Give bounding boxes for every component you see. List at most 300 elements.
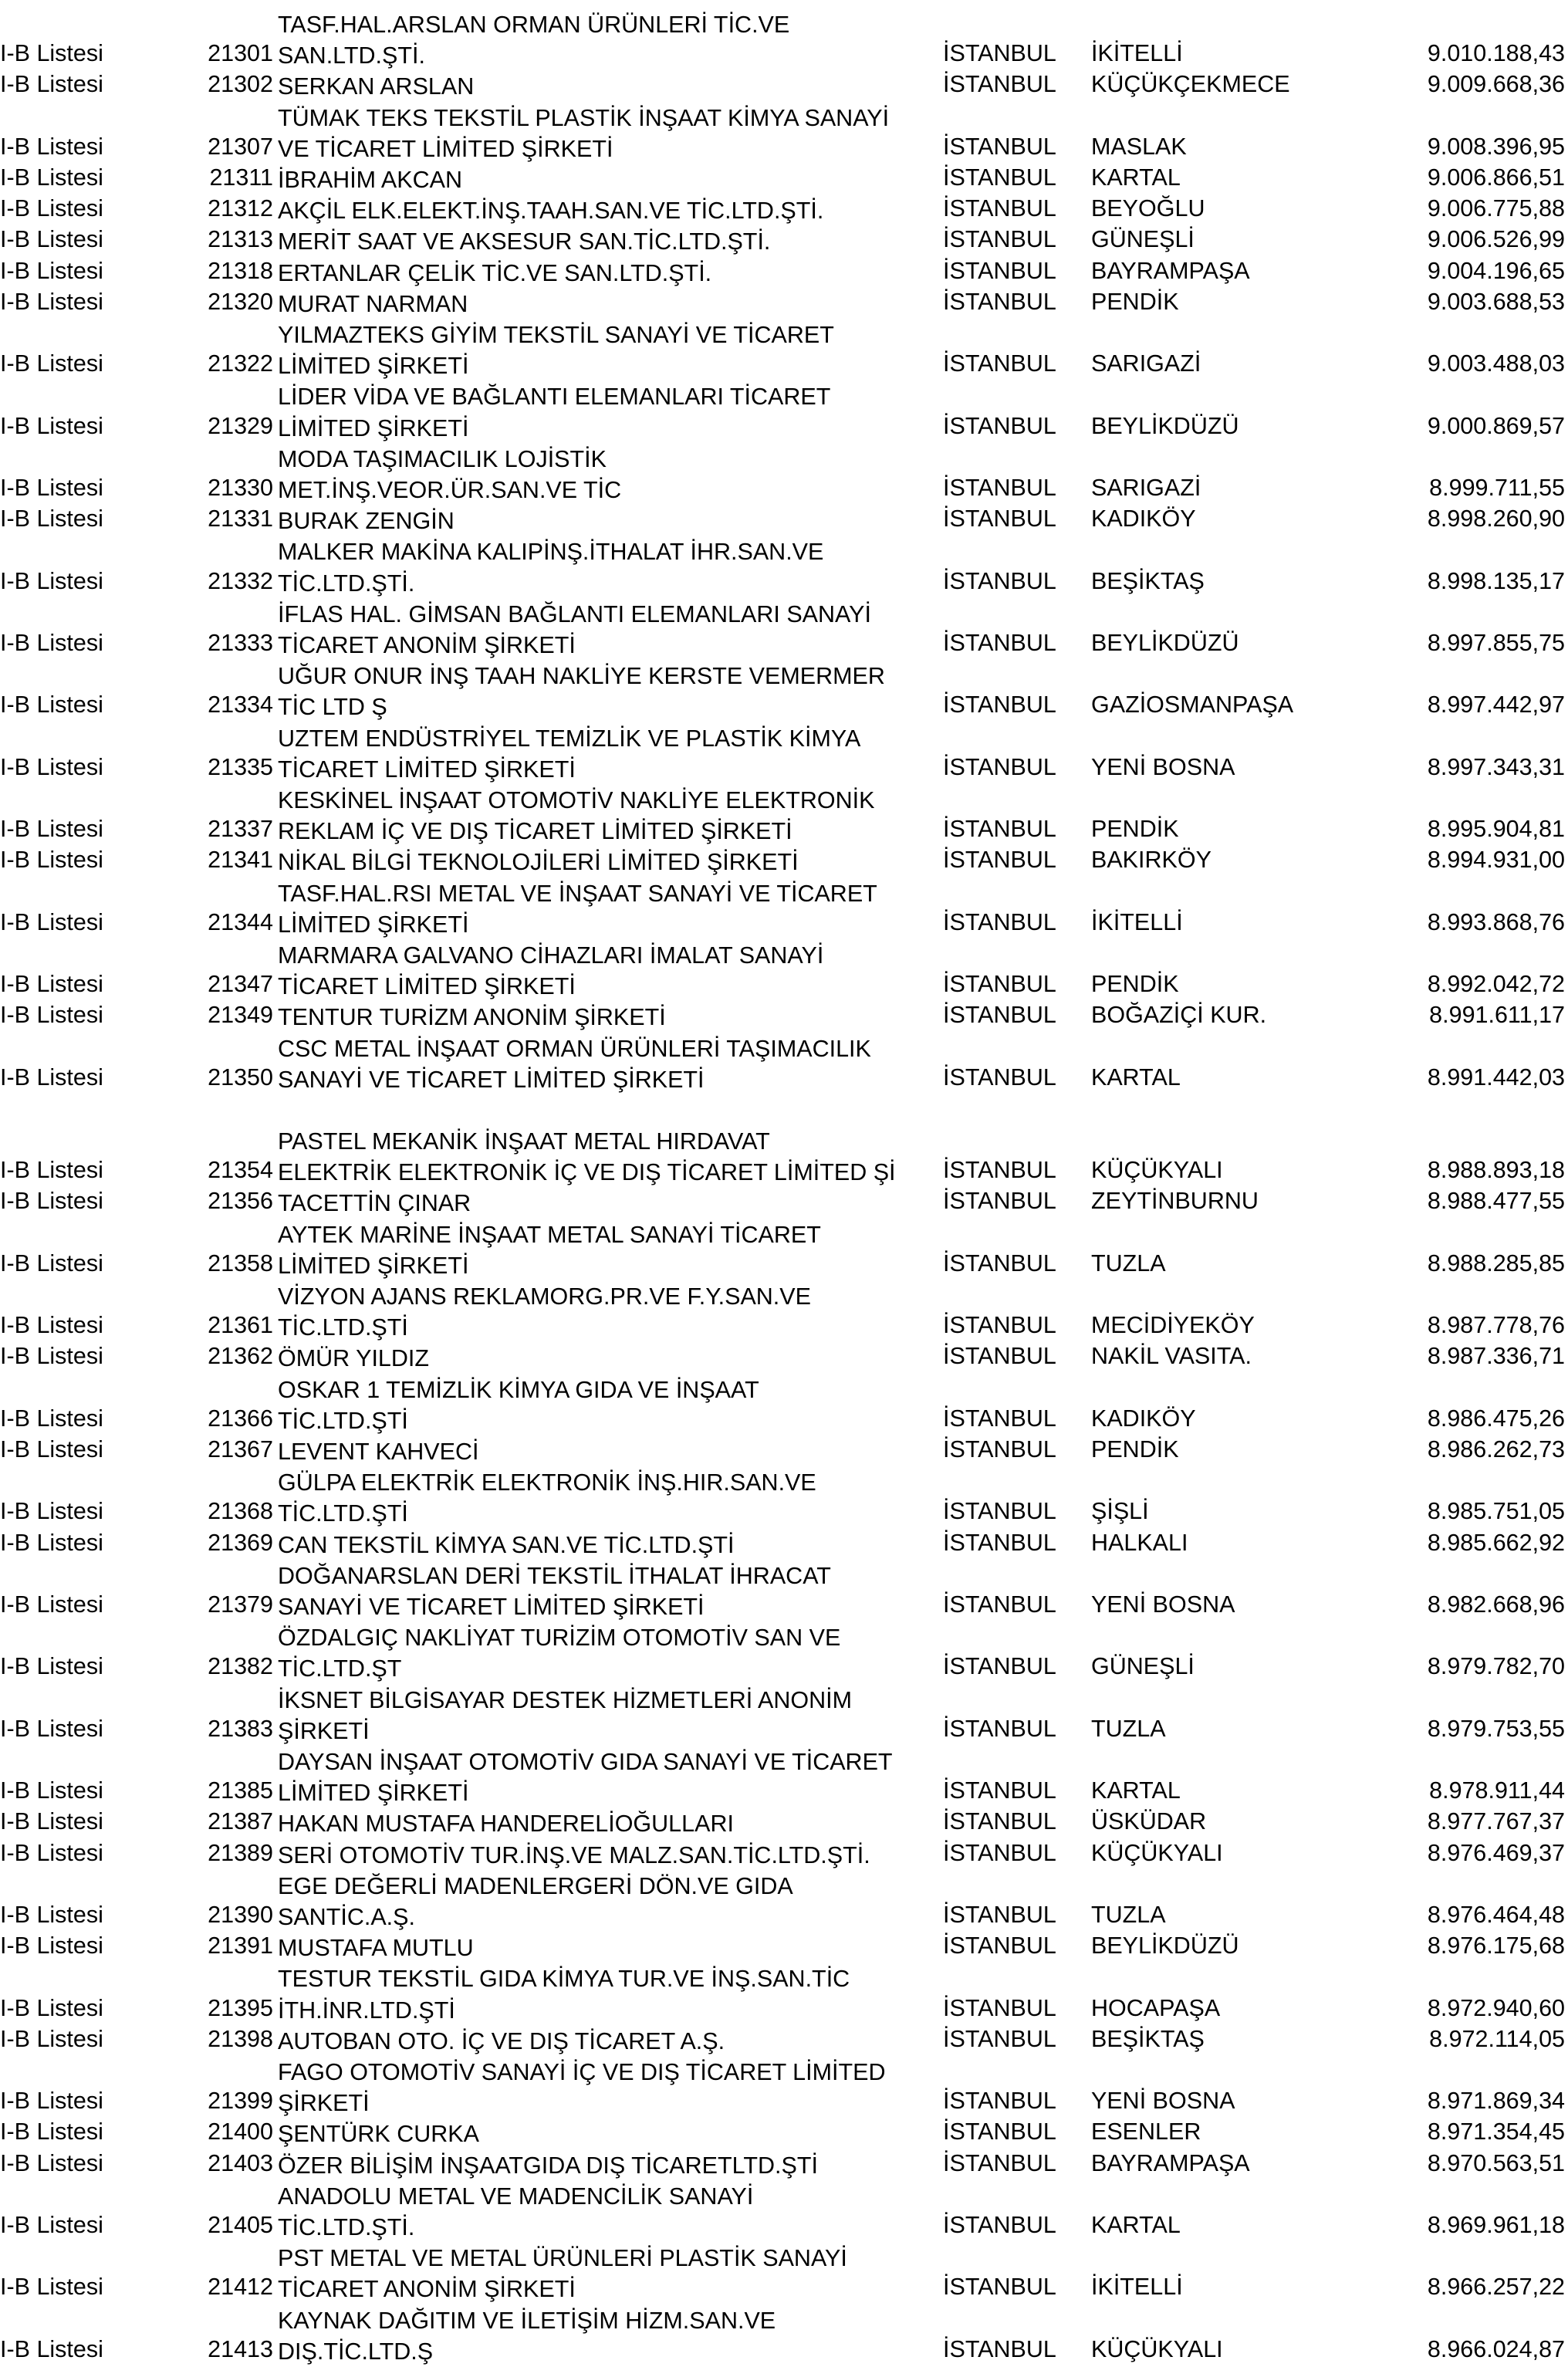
record-number-cell: 21331 — [208, 506, 273, 533]
city-cell: İSTANBUL — [943, 257, 1056, 284]
city-cell: İSTANBUL — [943, 1188, 1056, 1215]
company-name-line: TİCARET ANONİM ŞİRKETİ — [278, 2276, 576, 2303]
table-row — [0, 1685, 1568, 1747]
company-name-line: ÖMÜR YILDIZ — [278, 1345, 430, 1372]
company-name-line: ÖZDALGIÇ NAKLİYAT TURİZİM OTOMOTİV SAN VE — [278, 1625, 841, 1652]
district-cell: BOĞAZİÇİ KUR. — [1091, 1002, 1267, 1029]
amount-cell: 8.993.868,76 — [1427, 908, 1565, 935]
district-cell: TUZLA — [1091, 1715, 1166, 1742]
company-name-line: İFLAS HAL. GİMSAN BAĞLANTI ELEMANLARI SANAYİ — [278, 600, 871, 627]
company-name-cell — [278, 1033, 871, 1095]
table-row — [0, 1747, 1568, 1808]
amount-cell: 8.972.114,05 — [1429, 2025, 1565, 2052]
city-cell: İSTANBUL — [943, 2118, 1056, 2146]
company-name-line: VE TİCARET LİMİTED ŞİRKETİ — [278, 135, 613, 162]
company-name-line: MALKER MAKİNA KALIPİNŞ.İTHALAT İHR.SAN.VE — [278, 539, 824, 566]
district-cell: BEYLİKDÜZÜ — [1091, 1932, 1239, 1960]
amount-cell: 9.006.866,51 — [1427, 164, 1565, 191]
district-cell: ESENLER — [1091, 2118, 1201, 2146]
amount-cell: 8.987.336,71 — [1427, 1343, 1565, 1370]
company-name-line: TİCARET LİMİTED ŞİRKETİ — [278, 756, 576, 783]
company-name-line: DAYSAN İNŞAAT OTOMOTİV GIDA SANAYİ VE TİCARET — [278, 1749, 893, 1775]
amount-cell: 8.979.753,55 — [1427, 1715, 1565, 1742]
record-number-cell: 21389 — [208, 1839, 273, 1866]
city-cell: İSTANBUL — [943, 2274, 1056, 2301]
company-name-line: HAKAN MUSTAFA HANDERELİOĞULLARI — [278, 1811, 734, 1838]
city-cell: İSTANBUL — [943, 1715, 1056, 1742]
district-cell: GÜNEŞLİ — [1091, 1653, 1195, 1680]
city-cell: İSTANBUL — [943, 133, 1056, 160]
company-name-line: NİKAL BİLGİ TEKNOLOJİLERİ LİMİTED ŞİRKETİ — [278, 849, 799, 876]
company-name-cell — [278, 226, 770, 257]
district-cell: KÜÇÜKYALI — [1091, 1157, 1223, 1184]
record-number-cell: 21350 — [208, 1063, 273, 1091]
company-name-cell — [278, 785, 874, 847]
list-type-cell: I-B Listesi — [0, 350, 103, 377]
company-name-line: TÜMAK TEKS TEKSTİL PLASTİK İNŞAAT KİMYA SANAYİ — [278, 104, 890, 131]
table-row — [0, 1622, 1568, 1684]
record-number-cell: 21413 — [208, 2335, 273, 2362]
amount-cell: 8.978.911,44 — [1429, 1777, 1565, 1804]
city-cell: İSTANBUL — [943, 1405, 1056, 1432]
list-type-cell: I-B Listesi — [0, 506, 103, 533]
amount-cell: 8.988.477,55 — [1427, 1188, 1565, 1215]
district-cell: BEŞİKTAŞ — [1091, 2025, 1205, 2052]
table-row — [0, 1932, 1568, 1963]
list-type-cell: I-B Listesi — [0, 1777, 103, 1804]
company-name-cell — [278, 1002, 666, 1033]
amount-cell: 9.006.526,99 — [1427, 226, 1565, 253]
table-row — [0, 599, 1568, 661]
city-cell: İSTANBUL — [943, 1994, 1056, 2021]
table-row — [0, 2181, 1568, 2243]
company-name-line: TİC LTD Ş — [278, 694, 387, 721]
table-row — [0, 2026, 1568, 2057]
company-name-cell — [278, 164, 462, 195]
list-type-cell: I-B Listesi — [0, 71, 103, 98]
table-row — [0, 289, 1568, 320]
table-row — [0, 940, 1568, 1002]
amount-cell: 8.985.662,92 — [1427, 1529, 1565, 1556]
company-name-line: KAYNAK DAĞITIM VE İLETİŞİM HİZM.SAN.VE — [278, 2307, 776, 2334]
city-cell: İSTANBUL — [943, 1063, 1056, 1091]
company-name-line: ŞİRKETİ — [278, 1717, 370, 1744]
list-type-cell: I-B Listesi — [0, 288, 103, 315]
list-type-cell: I-B Listesi — [0, 1436, 103, 1462]
district-cell: KADIKÖY — [1091, 1405, 1196, 1432]
city-cell: İSTANBUL — [943, 908, 1056, 935]
list-type-cell: I-B Listesi — [0, 1002, 103, 1029]
company-name-line: KESKİNEL İNŞAAT OTOMOTİV NAKLİYE ELEKTRONİK — [278, 787, 875, 813]
record-number-cell: 21412 — [208, 2274, 273, 2301]
record-number-cell: 21361 — [208, 1312, 273, 1339]
district-cell: BAYRAMPAŞA — [1091, 257, 1250, 284]
amount-cell: 8.966.257,22 — [1427, 2274, 1565, 2301]
company-name-cell — [278, 1343, 429, 1374]
company-name-cell — [278, 444, 621, 506]
company-name-line: AYTEK MARİNE İNŞAAT METAL SANAYİ TİCARET — [278, 1221, 821, 1248]
table-row — [0, 785, 1568, 847]
list-type-cell: I-B Listesi — [0, 257, 103, 284]
city-cell: İSTANBUL — [943, 474, 1056, 501]
district-cell: PENDİK — [1091, 1436, 1179, 1462]
company-name-line: MARMARA GALVANO CİHAZLARI İMALAT SANAYİ — [278, 942, 824, 969]
record-number-cell: 21398 — [208, 2025, 273, 2052]
city-cell: İSTANBUL — [943, 288, 1056, 315]
list-type-cell: I-B Listesi — [0, 1932, 103, 1960]
amount-cell: 8.969.961,18 — [1427, 2211, 1565, 2238]
table-row — [0, 1436, 1568, 1467]
company-name-line: LİDER VİDA VE BAĞLANTI ELEMANLARI TİCARET — [278, 384, 831, 411]
city-cell: İSTANBUL — [943, 971, 1056, 998]
list-type-cell: I-B Listesi — [0, 1405, 103, 1432]
district-cell: ÜSKÜDAR — [1091, 1808, 1207, 1835]
record-number-cell: 21382 — [208, 1653, 273, 1680]
table-row — [0, 1281, 1568, 1343]
amount-cell: 8.991.611,17 — [1429, 1002, 1565, 1029]
table-row — [0, 2150, 1568, 2181]
company-name-line: TİC.LTD.ŞTİ — [278, 1500, 408, 1527]
record-number-cell: 21335 — [208, 753, 273, 780]
company-name-line: SERİ OTOMOTİV TUR.İNŞ.VE MALZ.SAN.TİC.LTD.ŞTİ. — [278, 1841, 870, 1868]
company-name-line: LİMİTED ŞİRKETİ — [278, 1780, 469, 1807]
record-number-cell: 21354 — [208, 1157, 273, 1184]
amount-cell: 8.986.475,26 — [1427, 1405, 1565, 1432]
company-name-line: AKÇİL ELK.ELEKT.İNŞ.TAAH.SAN.VE TİC.LTD.ŞTİ. — [278, 198, 824, 225]
company-name-line: ŞENTÜRK CURKA — [278, 2121, 479, 2148]
list-type-cell: I-B Listesi — [0, 2025, 103, 2052]
record-number-cell: 21318 — [208, 257, 273, 284]
record-number-cell: 21337 — [208, 816, 273, 843]
company-name-line: TACETTİN ÇINAR — [278, 1190, 471, 1217]
company-name-line: LİMİTED ŞİRKETİ — [278, 353, 469, 380]
list-type-cell: I-B Listesi — [0, 2149, 103, 2176]
city-cell: İSTANBUL — [943, 1157, 1056, 1184]
city-cell: İSTANBUL — [943, 1312, 1056, 1339]
company-name-cell — [278, 195, 823, 226]
company-name-line: PASTEL MEKANİK İNŞAAT METAL HIRDAVAT — [278, 1128, 770, 1155]
table-row — [0, 1033, 1568, 1095]
district-cell: TUZLA — [1091, 1901, 1166, 1928]
city-cell: İSTANBUL — [943, 629, 1056, 656]
district-cell: BEYLİKDÜZÜ — [1091, 629, 1239, 656]
record-number-cell: 21369 — [208, 1529, 273, 1556]
list-type-cell: I-B Listesi — [0, 1529, 103, 1556]
district-cell: MECİDİYEKÖY — [1091, 1312, 1255, 1339]
company-name-cell — [278, 103, 889, 164]
district-cell: BEYLİKDÜZÜ — [1091, 412, 1239, 439]
record-number-cell: 21383 — [208, 1715, 273, 1742]
company-name-line: DOĞANARSLAN DERİ TEKSTİL İTHALAT İHRACAT — [278, 1562, 831, 1589]
company-name-cell — [278, 1219, 821, 1281]
city-cell: İSTANBUL — [943, 1901, 1056, 1928]
record-number-cell: 21391 — [208, 1932, 273, 1960]
company-name-line: TENTUR TURİZM ANONİM ŞİRKETİ — [278, 1004, 666, 1031]
amount-cell: 9.009.668,36 — [1427, 71, 1565, 98]
amount-cell: 8.991.442,03 — [1427, 1063, 1565, 1091]
table-row — [0, 1963, 1568, 2025]
company-name-line: TİC.LTD.ŞTİ — [278, 1314, 408, 1341]
table-row — [0, 1343, 1568, 1374]
company-name-cell — [278, 2057, 886, 2118]
amount-cell: 8.988.285,85 — [1427, 1249, 1565, 1276]
list-type-cell: I-B Listesi — [0, 164, 103, 191]
table-row — [0, 723, 1568, 785]
company-name-line: SANAYİ VE TİCARET LİMİTED ŞİRKETİ — [278, 1594, 705, 1620]
city-cell: İSTANBUL — [943, 1249, 1056, 1276]
company-name-line: SERKAN ARSLAN — [278, 73, 475, 100]
city-cell: İSTANBUL — [943, 1343, 1056, 1370]
company-name-line: TASF.HAL.ARSLAN ORMAN ÜRÜNLERİ TİC.VE — [278, 12, 790, 38]
amount-cell: 9.008.396,95 — [1427, 133, 1565, 160]
company-name-cell — [278, 1622, 840, 1684]
company-name-cell — [278, 2243, 847, 2304]
company-name-cell — [278, 847, 799, 877]
district-cell: NAKİL VASITA. — [1091, 1343, 1252, 1370]
district-cell: KÜÇÜKYALI — [1091, 2335, 1223, 2362]
list-type-cell: I-B Listesi — [0, 412, 103, 439]
amount-cell: 8.970.563,51 — [1427, 2149, 1565, 2176]
amount-cell: 8.979.782,70 — [1427, 1653, 1565, 1680]
amount-cell: 8.976.175,68 — [1427, 1932, 1565, 1960]
record-number-cell: 21333 — [208, 629, 273, 656]
district-cell: BEŞİKTAŞ — [1091, 567, 1205, 594]
table-row — [0, 381, 1568, 443]
city-cell: İSTANBUL — [943, 816, 1056, 843]
table-row — [0, 1561, 1568, 1622]
record-number-cell: 21403 — [208, 2149, 273, 2176]
table-row — [0, 2057, 1568, 2118]
company-name-cell — [278, 2181, 753, 2243]
record-number-cell: 21344 — [208, 908, 273, 935]
company-name-cell — [278, 878, 877, 940]
company-name-cell — [278, 1932, 474, 1963]
company-name-cell — [278, 1963, 850, 2025]
company-name-line: TİC.LTD.ŞT — [278, 1655, 402, 1682]
company-name-line: LİMİTED ŞİRKETİ — [278, 1252, 469, 1279]
district-cell: İKİTELLİ — [1091, 40, 1183, 67]
list-type-cell: I-B Listesi — [0, 195, 103, 222]
district-cell: YENİ BOSNA — [1091, 2088, 1235, 2115]
company-name-line: MUSTAFA MUTLU — [278, 1935, 474, 1962]
company-name-line: OSKAR 1 TEMİZLİK KİMYA GIDA VE İNŞAAT — [278, 1376, 759, 1403]
company-name-cell — [278, 1747, 893, 1808]
city-cell: İSTANBUL — [943, 2211, 1056, 2238]
list-type-cell: I-B Listesi — [0, 1808, 103, 1835]
list-type-cell: I-B Listesi — [0, 1188, 103, 1215]
company-name-line: TASF.HAL.RSI METAL VE İNŞAAT SANAYİ VE TİCARET — [278, 880, 877, 907]
city-cell: İSTANBUL — [943, 1777, 1056, 1804]
table-row — [0, 878, 1568, 940]
amount-cell: 8.977.767,37 — [1427, 1808, 1565, 1835]
company-name-cell — [278, 258, 711, 289]
record-number-cell: 21405 — [208, 2211, 273, 2238]
city-cell: İSTANBUL — [943, 1002, 1056, 1029]
table-row — [0, 1840, 1568, 1871]
company-name-line: YILMAZTEKS GİYİM TEKSTİL SANAYİ VE TİCARET — [278, 322, 834, 348]
table-row — [0, 536, 1568, 598]
city-cell: İSTANBUL — [943, 164, 1056, 191]
amount-cell: 8.971.869,34 — [1427, 2088, 1565, 2115]
city-cell: İSTANBUL — [943, 1529, 1056, 1556]
city-cell: İSTANBUL — [943, 2025, 1056, 2052]
list-type-cell: I-B Listesi — [0, 971, 103, 998]
company-name-cell — [278, 1871, 793, 1932]
company-name-line: MERİT SAAT VE AKSESUR SAN.TİC.LTD.ŞTİ. — [278, 228, 771, 255]
district-cell: BEYOĞLU — [1091, 195, 1205, 222]
city-cell: İSTANBUL — [943, 2335, 1056, 2362]
company-name-cell — [278, 2026, 725, 2057]
company-name-line: ANADOLU METAL VE MADENCİLİK SANAYİ — [278, 2183, 754, 2210]
company-name-cell — [278, 661, 885, 722]
record-number-cell: 21366 — [208, 1405, 273, 1432]
city-cell: İSTANBUL — [943, 2088, 1056, 2115]
record-number-cell: 21332 — [208, 567, 273, 594]
amount-cell: 8.976.464,48 — [1427, 1901, 1565, 1928]
company-name-cell — [278, 1436, 478, 1467]
company-name-line: MET.İNŞ.VEOR.ÜR.SAN.VE TİC — [278, 477, 622, 503]
company-name-cell — [278, 320, 834, 381]
amount-cell: 8.988.893,18 — [1427, 1157, 1565, 1184]
company-name-line: REKLAM İÇ VE DIŞ TİCARET LİMİTED ŞİRKETİ — [278, 818, 792, 845]
table-row — [0, 1467, 1568, 1529]
table-row — [0, 1219, 1568, 1281]
district-cell: ZEYTİNBURNU — [1091, 1188, 1259, 1215]
company-name-cell — [278, 71, 474, 102]
record-number-cell: 21368 — [208, 1498, 273, 1525]
district-cell: KADIKÖY — [1091, 506, 1196, 533]
record-number-cell: 21311 — [209, 164, 273, 191]
company-name-line: CAN TEKSTİL KİMYA SAN.VE TİC.LTD.ŞTİ — [278, 1531, 735, 1558]
district-cell: KARTAL — [1091, 1063, 1181, 1091]
company-name-cell — [278, 1808, 734, 1839]
city-cell: İSTANBUL — [943, 71, 1056, 98]
amount-cell: 8.986.262,73 — [1427, 1436, 1565, 1462]
record-number-cell: 21385 — [208, 1777, 273, 1804]
record-number-cell: 21302 — [208, 71, 273, 98]
record-number-cell: 21362 — [208, 1343, 273, 1370]
table-row — [0, 1871, 1568, 1932]
list-type-cell: I-B Listesi — [0, 1063, 103, 1091]
district-cell: PENDİK — [1091, 971, 1179, 998]
company-name-line: BURAK ZENGİN — [278, 508, 455, 535]
list-type-cell: I-B Listesi — [0, 1994, 103, 2021]
district-cell: İKİTELLİ — [1091, 2274, 1183, 2301]
district-cell: PENDİK — [1091, 288, 1179, 315]
amount-cell: 8.987.778,76 — [1427, 1312, 1565, 1339]
table-row — [0, 2305, 1568, 2367]
company-name-line: ŞİRKETİ — [278, 2090, 370, 2117]
amount-cell: 9.003.488,03 — [1427, 350, 1565, 377]
record-number-cell: 21387 — [208, 1808, 273, 1835]
record-number-cell: 21320 — [208, 288, 273, 315]
table-row — [0, 1188, 1568, 1219]
district-cell: KARTAL — [1091, 2211, 1181, 2238]
city-cell: İSTANBUL — [943, 1839, 1056, 1866]
list-type-cell: I-B Listesi — [0, 816, 103, 843]
company-name-line: UĞUR ONUR İNŞ TAAH NAKLİYE KERSTE VEMERMER — [278, 663, 885, 690]
table-row — [0, 320, 1568, 381]
district-cell: HALKALI — [1091, 1529, 1188, 1556]
district-cell: GAZİOSMANPAŞA — [1091, 692, 1294, 719]
company-name-cell — [278, 1126, 896, 1188]
table-row — [0, 1126, 1568, 1188]
table-row — [0, 661, 1568, 722]
city-cell: İSTANBUL — [943, 1591, 1056, 1618]
company-name-cell — [278, 1375, 759, 1436]
table-row — [0, 1808, 1568, 1839]
list-type-cell: I-B Listesi — [0, 753, 103, 780]
district-cell: KARTAL — [1091, 1777, 1181, 1804]
amount-cell: 8.972.940,60 — [1427, 1994, 1565, 2021]
table-row — [0, 444, 1568, 506]
city-cell: İSTANBUL — [943, 412, 1056, 439]
company-name-cell — [278, 381, 830, 443]
amount-cell: 8.997.442,97 — [1427, 692, 1565, 719]
district-cell: MASLAK — [1091, 133, 1187, 160]
city-cell: İSTANBUL — [943, 40, 1056, 67]
company-name-cell — [278, 599, 871, 661]
company-name-line: TESTUR TEKSTİL GIDA KİMYA TUR.VE İNŞ.SAN.TİC — [278, 1966, 850, 1993]
company-name-cell — [278, 1840, 870, 1871]
amount-cell: 8.998.135,17 — [1427, 567, 1565, 594]
list-type-cell: I-B Listesi — [0, 629, 103, 656]
city-cell: İSTANBUL — [943, 506, 1056, 533]
list-type-cell: I-B Listesi — [0, 40, 103, 67]
company-name-line: İKSNET BİLGİSAYAR DESTEK HİZMETLERİ ANONİM — [278, 1686, 853, 1713]
company-name-cell — [278, 2305, 776, 2367]
company-name-line: EGE DEĞERLİ MADENLERGERİ DÖN.VE GIDA — [278, 1872, 793, 1899]
amount-cell: 8.985.751,05 — [1427, 1498, 1565, 1525]
company-name-line: VİZYON AJANS REKLAMORG.PR.VE F.Y.SAN.VE — [278, 1283, 811, 1310]
city-cell: İSTANBUL — [943, 1436, 1056, 1462]
amount-cell: 9.006.775,88 — [1427, 195, 1565, 222]
city-cell: İSTANBUL — [943, 350, 1056, 377]
table-row — [0, 9, 1568, 71]
table-row — [0, 258, 1568, 289]
list-type-cell: I-B Listesi — [0, 2274, 103, 2301]
company-name-line: ÖZER BİLİŞİM İNŞAATGIDA DIŞ TİCARETLTD.ŞTİ — [278, 2152, 818, 2179]
amount-cell: 9.003.688,53 — [1427, 288, 1565, 315]
company-name-line: LİMİTED ŞİRKETİ — [278, 414, 469, 441]
list-type-cell: I-B Listesi — [0, 908, 103, 935]
city-cell: İSTANBUL — [943, 1808, 1056, 1835]
list-type-cell: I-B Listesi — [0, 2211, 103, 2238]
record-number-cell: 21395 — [208, 1994, 273, 2021]
amount-cell: 8.997.343,31 — [1427, 753, 1565, 780]
district-cell: İKİTELLİ — [1091, 908, 1183, 935]
record-number-cell: 21356 — [208, 1188, 273, 1215]
amount-cell: 8.971.354,45 — [1427, 2118, 1565, 2146]
list-type-cell: I-B Listesi — [0, 1715, 103, 1742]
city-cell: İSTANBUL — [943, 226, 1056, 253]
table-row — [0, 1375, 1568, 1436]
district-cell: BAKIRKÖY — [1091, 847, 1211, 874]
list-type-cell: I-B Listesi — [0, 2335, 103, 2362]
amount-cell: 8.966.024,87 — [1427, 2335, 1565, 2362]
company-name-line: ERTANLAR ÇELİK TİC.VE SAN.LTD.ŞTİ. — [278, 259, 712, 286]
district-cell: TUZLA — [1091, 1249, 1166, 1276]
list-type-cell: I-B Listesi — [0, 474, 103, 501]
city-cell: İSTANBUL — [943, 847, 1056, 874]
district-cell: GÜNEŞLİ — [1091, 226, 1195, 253]
amount-cell: 8.999.711,55 — [1429, 474, 1565, 501]
table-row — [0, 71, 1568, 102]
company-name-line: DIŞ.TİC.LTD.Ş — [278, 2338, 434, 2365]
record-number-cell: 21349 — [208, 1002, 273, 1029]
company-name-line: TİC.LTD.ŞTİ. — [278, 2214, 415, 2240]
company-name-cell — [278, 2150, 818, 2181]
